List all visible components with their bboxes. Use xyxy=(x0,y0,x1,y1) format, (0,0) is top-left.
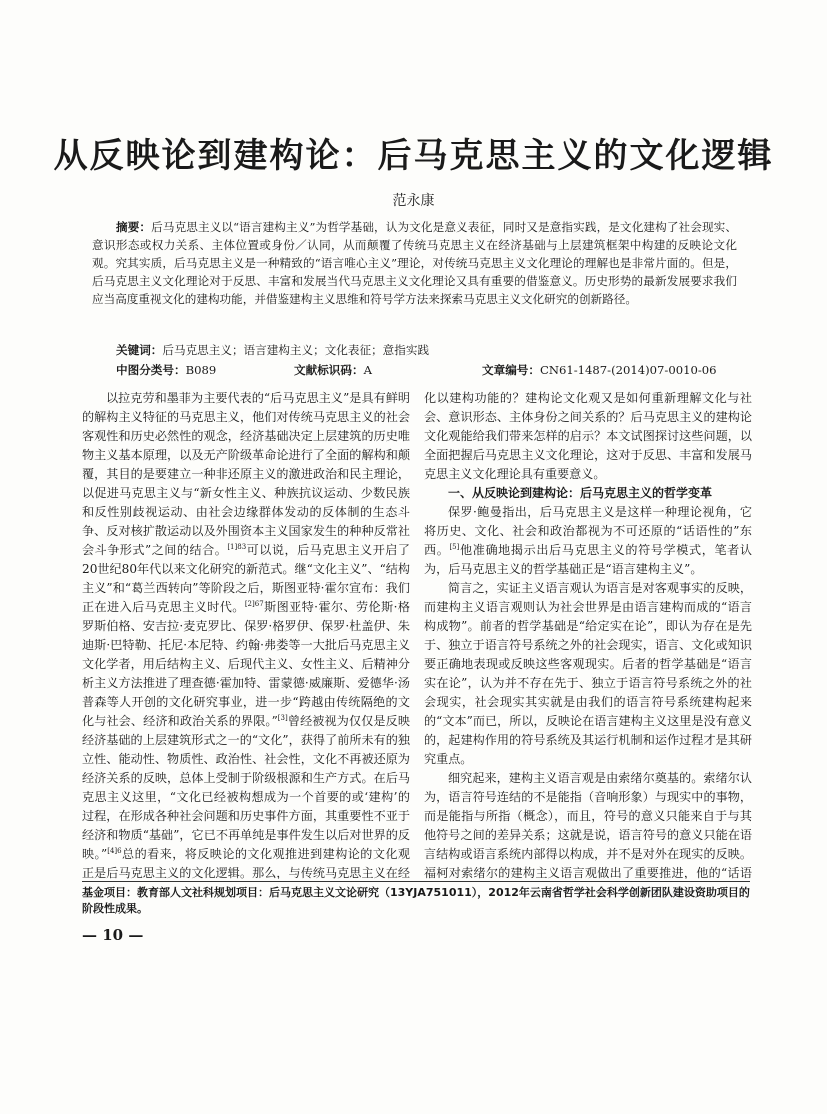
funding-footnote: 基金项目：教育部人文社科规划项目：后马克思主义文论研究（13YJA751011），2012年云南省哲学社会科学创新团队建设资助项目的阶段性成果。 xyxy=(82,886,750,915)
document-code xyxy=(294,361,372,379)
body-text: 保罗·鲍曼指出，后马克思主义是这样一种理论视角，它将历史、文化、社会和政治都视为不可还原的“话语性的”东西。 xyxy=(424,505,752,557)
citation-ref: [5] xyxy=(449,542,460,551)
clc-value: B089 xyxy=(185,363,217,377)
citation-ref: [2]67 xyxy=(244,599,264,608)
author-name: 范永康 xyxy=(392,193,435,209)
body-paragraph: 化以建构功能的？建构论文化观又是如何重新理解文化与社会、意识形态、主体身份之间关系的？后马克思主义的建构论文化观能给我们带来怎样的启示？本文试图探讨这些问题，以全面把握后马克思主义文化理论，这对于反思、丰富和发展马克思主义文化理论具有重要意义。 xyxy=(424,391,752,481)
doc-label: 文献标识码： xyxy=(294,363,364,377)
abstract-text: 后马克思主义以“语言建构主义”为哲学基础，认为文化是意义表征，同时又是意指实践，是文化建构了社会现实、意识形态或权力关系、主体位置或身份／认同，从而颠覆了传统马克思主义在经济基础与上层建筑框架中构建的反映论文化观。究其实质，后马克思主义是一种精致的“语言唯心主义”理论，对传统马克思主义文化理论的理解也是非常片面的。但是，后马克思主义文化理论对于反思、丰富和发展当代马克思主义文化理论又具有重要的借鉴意义。历史形势的最新发展要求我们应当高度重视文化的建构功能，并借鉴建构主义思维和符号学方法来探索马克思主义文化研究的创新路径。 xyxy=(92,220,737,306)
clc-label: 中图分类号： xyxy=(116,363,186,377)
clc-number xyxy=(116,361,216,379)
article-label: 文章编号： xyxy=(482,363,540,377)
body-paragraph: 简言之，实证主义语言观认为语言是对客观事实的反映，而建构主义语言观则认为社会世界是由语言建构而成的“语言构成物”。前者的哲学基础是“给定实在论”，即认为存在是先于、独立于语言符号系统之外的社会现实，语言、文化或知识要正确地表现或反映这些客观现实。后者的哲学基础是“语言实在论”，认为并不存在先于、独立于语言符号系统之外的社会现实，社会现实其实就是由我们的语言符号系统建构起来的“文本”而已，所以，反映论在语言建构主义这里是没有意义的，起建构作用的符号系统及其运行机制和运作过程才是其研究重点。 xyxy=(424,581,752,766)
article-value: CN61-1487-(2014)07-0010-06 xyxy=(539,363,717,377)
keywords xyxy=(116,341,736,359)
citation-ref: [3] xyxy=(277,713,288,722)
body-paragraph: 细究起来，建构主义语言观是由索绪尔奠基的。索绪尔认为，语言符号连结的不是能指（音响形象）与现实中的事物，而是能指与所指（概念），而且，符号的意义只能来自于与其他符号之间的差异关系；这就是说，语言符号的意义只能在语言结构或语言系统内部得以构成，并不是对外在现实的反映。福柯对索绪尔的建构主义语言观做出了重要推进，他的“话语 xyxy=(424,771,752,879)
citation-ref: [4]6 xyxy=(107,846,122,855)
body-paragraph xyxy=(424,503,752,579)
page-number: — 10 — xyxy=(82,926,144,944)
doc-value: A xyxy=(363,363,372,377)
body-text: 斯图亚特·霍尔、劳伦斯·格罗斯伯格、安吉拉·麦克罗比、保罗·格罗伊、保罗·杜盖伊、朱迪斯·巴特勒、托尼·本尼特、约翰·弗娄等一大批后马克思主义文化学者，用后结构主义、后现代主义、女性主义、后精神分析主义方法推进了理查德·霍加特、雷蒙德·威廉斯、爱德华·汤普森等人开创的文化研究事业，进一步“跨越由传统隔绝的文化与社会、经济和政治关系的界限。” xyxy=(82,600,410,728)
keywords-text: 后马克思主义；语言建构主义；文化表征；意指实践 xyxy=(162,343,430,357)
body-text: 可以说，后马克思主义开启了20世纪80年代以来文化研究的新范式。继“文化主义”、“结构主义”和“葛兰西转向”等阶段之后，斯图亚特·霍尔宣布：我们正在进入后马克思主义时代。 xyxy=(82,543,410,614)
body-column-right xyxy=(424,389,752,879)
footnote-divider xyxy=(82,881,750,882)
body-column-left xyxy=(82,389,410,879)
keywords-label: 关键词： xyxy=(116,343,163,357)
body-text: 以拉克劳和墨菲为主要代表的“后马克思主义”是具有鲜明的解构主义特征的马克思主义，他们对传统马克思主义的社会客观性和历史必然性的观念，经济基础决定上层建筑的历史唯物主义基本原理，以及无产阶级革命论进行了全面的解构和颠覆，其目的是要建立一种非还原主义的激进政治和民主理论，以促进马克思主义与“新女性主义、种族抗议运动、少数民族和反性别歧视运动、由社会边缘群体发动的反体制的生态斗争、反对核扩散运动以及外围资本主义国家发生的种种反常社会斗争形式”之间的结合。 xyxy=(82,391,410,557)
section-heading: 一、从反映论到建构论：后马克思主义的哲学变革 xyxy=(448,486,713,500)
article-number xyxy=(482,361,717,379)
body-text: 他准确地揭示出后马克思主义的符号学模式，笔者认为，后马克思主义的哲学基础正是“语言建构主义”。 xyxy=(424,543,752,576)
abstract xyxy=(92,218,737,308)
body-paragraph xyxy=(82,389,410,879)
abstract-label: 摘要： xyxy=(116,220,152,234)
body-text: 曾经被视为仅仅是反映经济基础的上层建筑形式之一的“文化”，获得了前所未有的独立性、能动性、物质性、政治性、社会性，文化不再被还原为经济关系的反映，总体上受制于阶级根源和生产方式。在后马克思主义这里，“文化已经被构想成为一个首要的或‘建构’的过程，在形成各种社会问题和历史事件方面，其重要性不亚于经济和物质“基础”，它已不再单纯是事件发生以后对世界的反映。” xyxy=(82,714,410,861)
article-title: 从反映论到建构论：后马克思主义的文化逻辑 xyxy=(53,136,774,176)
citation-ref: [1]83 xyxy=(227,542,247,551)
body-text: 总的看来，将反映论的文化观推进到建构论的文化观正是后马克思主义的文化逻辑。那么，与传统马克思主义在经 xyxy=(82,847,410,879)
